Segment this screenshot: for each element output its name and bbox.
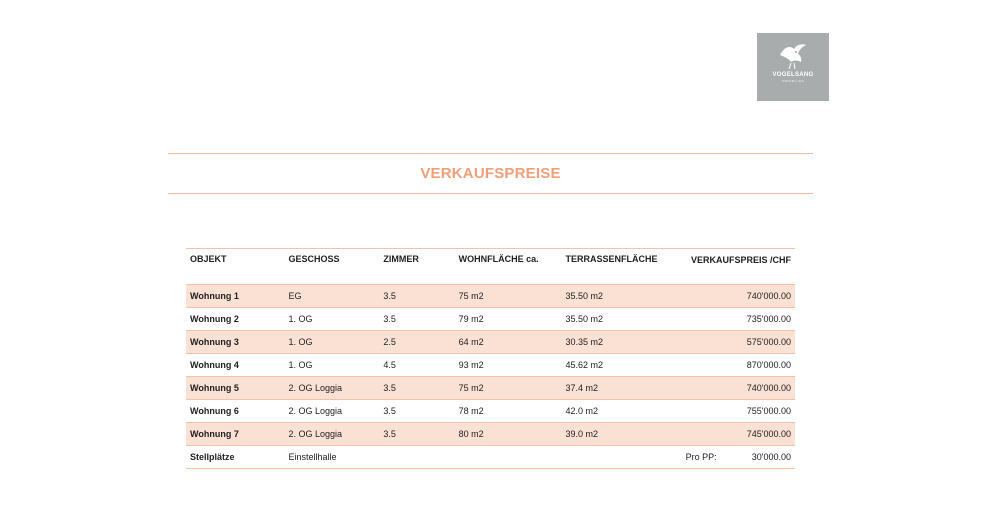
- cell-zimmer: [379, 446, 454, 469]
- cell-preis: 740'000.00: [676, 377, 795, 400]
- cell-geschoss: 1. OG: [285, 354, 380, 377]
- cell-zimmer: 3.5: [379, 423, 454, 446]
- cell-preis: 735'000.00: [676, 308, 795, 331]
- cell-terrasse: 39.0 m2: [561, 423, 675, 446]
- cell-zimmer: 3.5: [379, 285, 454, 308]
- bird-icon: [776, 41, 810, 71]
- table-row: [186, 377, 795, 400]
- table-row: [186, 331, 795, 354]
- header-zimmer: ZIMMER: [379, 249, 454, 285]
- cell-objekt: Wohnung 3: [186, 331, 285, 354]
- cell-objekt: Wohnung 7: [186, 423, 285, 446]
- table-row: [186, 400, 795, 423]
- cell-wohnflaeche: 78 m2: [455, 400, 562, 423]
- table-row: [186, 423, 795, 446]
- cell-preis: 740'000.00: [676, 285, 795, 308]
- header-wohnflaeche: WOHNFLÄCHE ca.: [455, 249, 562, 285]
- cell-zimmer: 3.5: [379, 308, 454, 331]
- parking-row: [186, 446, 795, 469]
- cell-geschoss: 2. OG Loggia: [285, 377, 380, 400]
- logo-name: VOGELSANG: [772, 72, 814, 78]
- cell-geschoss: Einstellhalle: [285, 446, 380, 469]
- cell-geschoss: 2. OG Loggia: [285, 423, 380, 446]
- cell-zimmer: 3.5: [379, 400, 454, 423]
- cell-geschoss: 1. OG: [285, 331, 380, 354]
- cell-wohnflaeche: 93 m2: [455, 354, 562, 377]
- header-objekt: OBJEKT: [186, 249, 285, 285]
- cell-objekt: Wohnung 2: [186, 308, 285, 331]
- table-row: [186, 285, 795, 308]
- company-logo: [757, 33, 829, 101]
- cell-preis: 575'000.00: [676, 331, 795, 354]
- cell-wohnflaeche: 80 m2: [455, 423, 562, 446]
- price-table: [186, 248, 795, 469]
- cell-preis: 755'000.00: [676, 400, 795, 423]
- cell-geschoss: EG: [285, 285, 380, 308]
- cell-objekt: Wohnung 4: [186, 354, 285, 377]
- cell-terrasse: [561, 446, 675, 469]
- cell-geschoss: 2. OG Loggia: [285, 400, 380, 423]
- header-verkaufspreis: VERKAUFSPREIS /CHF: [676, 249, 795, 285]
- table-header-row: [186, 249, 795, 285]
- cell-terrasse: 30.35 m2: [561, 331, 675, 354]
- cell-terrasse: 35.50 m2: [561, 308, 675, 331]
- cell-wohnflaeche: 75 m2: [455, 285, 562, 308]
- cell-parking-price: [676, 446, 795, 469]
- cell-terrasse: 42.0 m2: [561, 400, 675, 423]
- cell-wohnflaeche: 64 m2: [455, 331, 562, 354]
- title-top-divider: [168, 153, 813, 154]
- cell-wohnflaeche: 79 m2: [455, 308, 562, 331]
- cell-preis: 870'000.00: [676, 354, 795, 377]
- page-title: VERKAUFSPREISE: [420, 165, 561, 182]
- header-geschoss: GESCHOSS: [285, 249, 380, 285]
- logo-tagline: IMMOBILIEN: [781, 79, 805, 83]
- cell-terrasse: 35.50 m2: [561, 285, 675, 308]
- cell-wohnflaeche: [455, 446, 562, 469]
- cell-objekt: Stellplätze: [186, 446, 285, 469]
- cell-objekt: Wohnung 6: [186, 400, 285, 423]
- cell-zimmer: 2.5: [379, 331, 454, 354]
- cell-preis: 745'000.00: [676, 423, 795, 446]
- cell-terrasse: 45.62 m2: [561, 354, 675, 377]
- header-terrassenflaeche: TERRASSENFLÄCHE: [561, 249, 675, 285]
- title-bottom-divider: [168, 193, 813, 194]
- cell-geschoss: 1. OG: [285, 308, 380, 331]
- table-row: [186, 354, 795, 377]
- cell-objekt: Wohnung 5: [186, 377, 285, 400]
- cell-terrasse: 37.4 m2: [561, 377, 675, 400]
- table-row: [186, 308, 795, 331]
- per-parking-label: Pro PP:: [685, 452, 717, 462]
- cell-zimmer: 3.5: [379, 377, 454, 400]
- cell-wohnflaeche: 75 m2: [455, 377, 562, 400]
- cell-objekt: Wohnung 1: [186, 285, 285, 308]
- cell-zimmer: 4.5: [379, 354, 454, 377]
- parking-price: 30'000.00: [751, 452, 791, 462]
